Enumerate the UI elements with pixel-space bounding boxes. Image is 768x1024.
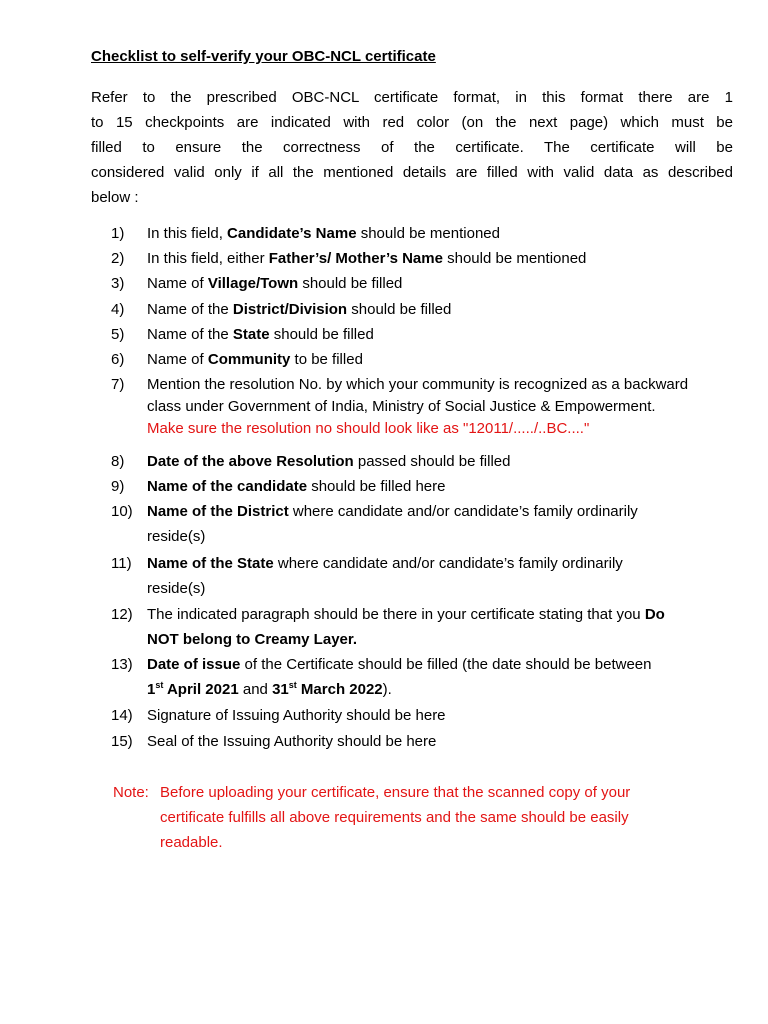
item-text-regular: Seal of the Issuing Authority should be here (147, 733, 437, 750)
item-number: 6) (111, 351, 125, 368)
item-text-regular: to be filled (290, 351, 363, 368)
item-text (147, 246, 741, 271)
note-block (113, 780, 733, 855)
item-number: 13) (111, 656, 133, 673)
checklist-item (111, 347, 741, 372)
item-text (147, 703, 741, 728)
item-number: 7) (111, 376, 125, 393)
item-text (147, 551, 741, 601)
item-text-bold: Name of the District (147, 503, 289, 520)
intro-line: to 15 checkpoints are indicated with red color (on the next page) which must be (91, 114, 733, 131)
item-number: 1) (111, 225, 125, 242)
checklist-item (111, 221, 741, 246)
item-text-regular: where candidate and/or candidate’s family ordinarily (288, 503, 638, 520)
item-text-bold: Name of the State (147, 555, 274, 572)
item-text (147, 374, 741, 440)
item-text-regular: Name of the (147, 301, 233, 318)
item-text (147, 271, 741, 296)
item-text-regular: Name of (147, 351, 208, 368)
item-text-regular: should be filled (269, 326, 374, 343)
item-text-line: Mention the resolution No. by which your community is recognized as a backward (147, 376, 689, 393)
checklist-item (111, 652, 741, 702)
note-text (160, 780, 733, 855)
checklist-item (111, 551, 741, 601)
item-text-regular: and (238, 681, 273, 698)
item-text (147, 729, 741, 754)
item-number: 9) (111, 478, 125, 495)
item-text-regular: In this field, (147, 225, 228, 242)
ordinal-suffix: st (288, 680, 297, 690)
creamy-layer-text: NOT belong to Creamy Layer. (147, 631, 358, 648)
start-day: 1 (147, 681, 156, 698)
item-number: 4) (111, 301, 125, 318)
note-line: readable. (160, 834, 223, 851)
item-text-bold: Candidate’s Name (227, 225, 357, 242)
item-text (147, 499, 741, 549)
item-number: 3) (111, 275, 125, 292)
item-text-regular: should be mentioned (356, 225, 500, 242)
item-text-regular: of the Certificate should be filled (the date should be between (240, 656, 652, 673)
item-number: 2) (111, 250, 125, 267)
item-text-regular: should be mentioned (442, 250, 587, 267)
item-text-regular: should be filled (298, 275, 403, 292)
checklist-item (111, 499, 741, 549)
item-text (147, 449, 741, 474)
item-text-bold: Date of the above Resolution (147, 453, 354, 470)
item-text (147, 297, 741, 322)
item-text-regular: where candidate and/or candidate’s family ordinarily (273, 555, 623, 572)
item-number: 8) (111, 453, 125, 470)
item-text-bold: District/Division (232, 301, 348, 318)
checklist-item (111, 322, 741, 347)
item-text-line: reside(s) (147, 580, 206, 597)
item-text-regular: Name of (147, 275, 208, 292)
checklist-item (111, 703, 741, 728)
item-text-regular: should be filled (347, 301, 452, 318)
checklist-item (111, 246, 741, 271)
checklist-item (111, 729, 741, 754)
item-text-line: reside(s) (147, 528, 206, 545)
intro-paragraph (91, 85, 733, 210)
item-number: 14) (111, 707, 133, 724)
item-text-bold: Do (644, 606, 665, 623)
intro-line: considered valid only if all the mentioned details are filled with valid data as described (91, 164, 733, 181)
item-text-bold: Date of issue (147, 656, 241, 673)
ordinal-suffix: st (155, 680, 164, 690)
document-title: Checklist to self-verify your OBC-NCL certificate (91, 48, 436, 65)
note-label: Note: (113, 784, 149, 801)
start-month-year: April 2021 (163, 681, 239, 698)
item-number: 15) (111, 733, 133, 750)
item-text (147, 602, 741, 652)
resolution-format-note: Make sure the resolution no should look like as "12011/...../..BC...." (147, 420, 590, 437)
checklist-item (111, 449, 741, 474)
item-number: 5) (111, 326, 125, 343)
checklist-item (111, 602, 741, 652)
item-number: 10) (111, 503, 133, 520)
item-number: 11) (111, 555, 132, 572)
end-month-year: March 2022 (296, 681, 383, 698)
item-text-regular: In this field, either (147, 250, 269, 267)
item-text-bold: Name of the candidate (147, 478, 308, 495)
date-range-line (147, 677, 741, 702)
item-text-bold: Father’s/ Mother’s Name (268, 250, 443, 267)
checklist-item (111, 271, 741, 296)
intro-line: below : (91, 189, 139, 206)
item-text-bold: Village/Town (207, 275, 299, 292)
item-text-regular: ). (382, 681, 392, 698)
item-text (147, 652, 741, 702)
item-text (147, 347, 741, 372)
item-text-regular: passed should be filled (353, 453, 511, 470)
end-day: 31 (272, 681, 289, 698)
item-text-regular: Name of the (147, 326, 233, 343)
item-text-bold: Community (207, 351, 291, 368)
intro-line: filled to ensure the correctness of the certificate. The certificate will be (91, 139, 733, 156)
checklist-item (111, 474, 741, 499)
checklist-item (111, 297, 741, 322)
item-text-line: class under Government of India, Ministry of Social Justice & Empowerment. (147, 398, 656, 415)
note-line: certificate fulfills all above requirements and the same should be easily (160, 809, 629, 826)
note-line: Before uploading your certificate, ensure that the scanned copy of your (160, 784, 631, 801)
item-text-bold: State (232, 326, 270, 343)
item-text (147, 221, 741, 246)
item-text-regular: should be filled here (307, 478, 446, 495)
item-number: 12) (111, 606, 133, 623)
item-text (147, 474, 741, 499)
checklist-item (111, 374, 741, 440)
intro-line: Refer to the prescribed OBC-NCL certificate format, in this format there are 1 (91, 89, 733, 106)
item-text (147, 322, 741, 347)
item-text-regular: The indicated paragraph should be there in your certificate stating that you (147, 606, 645, 623)
item-text-regular: Signature of Issuing Authority should be here (147, 707, 446, 724)
